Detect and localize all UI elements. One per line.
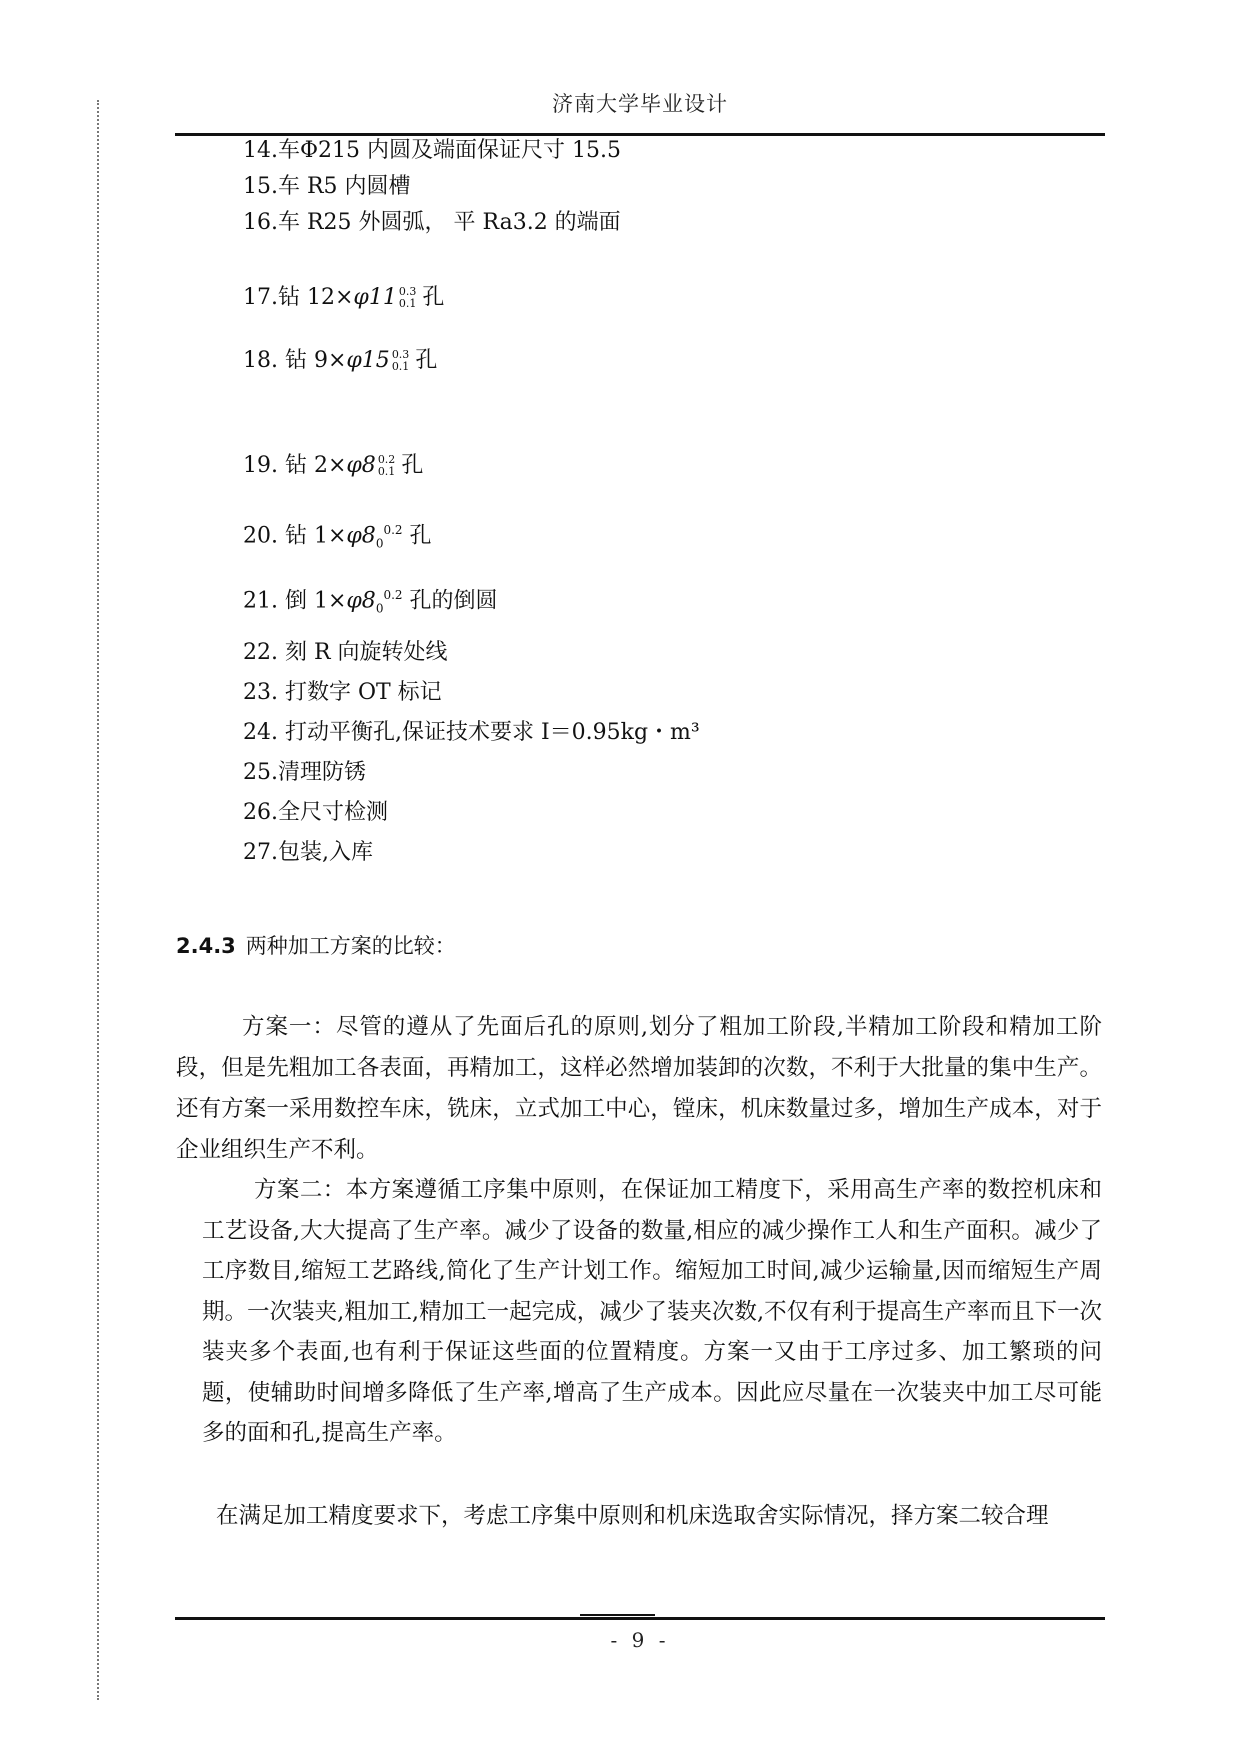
step-text: 22. 刻 R 向旋转处线: [243, 640, 448, 665]
diameter-symbol: φ11: [353, 285, 397, 310]
step-suffix: 孔: [409, 523, 432, 549]
process-step: [243, 638, 448, 668]
step-text: 14.车Φ215 内圆及端面保证尺寸 15.5: [243, 138, 621, 163]
page-number: - 9 -: [610, 1628, 670, 1652]
process-step: [243, 515, 432, 559]
tolerance-stack: [392, 349, 410, 373]
footer-rule: [175, 1617, 1105, 1620]
process-step: [243, 283, 444, 313]
step-text: 23. 打数字 OT 标记: [243, 680, 442, 705]
tolerance-upper: 0.2: [383, 523, 403, 537]
footer-rule-accent: [580, 1614, 655, 1616]
step-text: 25.清理防锈: [243, 760, 366, 785]
diameter-symbol: φ15: [346, 348, 390, 373]
tolerance-lower: 0.1: [377, 465, 396, 478]
diameter-symbol: φ8: [346, 453, 376, 478]
step-suffix: 孔的倒圆: [409, 588, 498, 614]
process-step: [243, 798, 388, 828]
paragraph-plan-two: 方案二：本方案遵循工序集中原则，在保证加工精度下，采用高生产率的数控机床和工艺设备,大大提高了生产率。减少了设备的数量,相应的减少操作工人和生产面积。减少了工序数目,缩短工艺路线,简化了生产计划工作。缩短加工时间,减少运输量,因而缩短生产周期。一次装夹,粗加工,精加工一起完成，减少了装夹次数,不仅有利于提高生产率而且下一次装夹多个表面,也有利于保证这些面的位置精度。方案一又由于工序过多、加工繁琐的问题，使辅助时间增多降低了生产率,增高了生产成本。因此应尽量在一次装夹中加工尽可能多的面和孔,提高生产率。: [202, 1177, 1102, 1446]
section-heading: [176, 930, 456, 960]
process-step: [243, 838, 373, 868]
tolerance-stack: [378, 454, 396, 478]
paragraph-conclusion: 在满足加工精度要求下，考虑工序集中原则和机床选取舍实际情况，择方案二较合理: [216, 1503, 1049, 1529]
tolerance-upper: 0.3: [398, 285, 417, 298]
step-prefix: 20. 钻 1×: [243, 523, 347, 549]
tolerance-upper: 0.2: [383, 588, 403, 602]
process-step: [243, 718, 700, 748]
step-text: 16.车 R25 外圆弧， 平 Ra3.2 的端面: [243, 210, 621, 235]
process-step: [243, 346, 437, 376]
diameter-symbol: φ8: [346, 588, 376, 614]
step-prefix: 19. 钻 2×: [243, 453, 347, 478]
step-prefix: 18. 钻 9×: [243, 348, 347, 373]
process-step: [243, 678, 442, 708]
process-step: [243, 172, 411, 202]
step-suffix: 孔: [422, 285, 445, 310]
step-prefix: 21. 倒 1×: [243, 588, 347, 614]
paragraph-plan-one: 方案一：尽管的遵从了先面后孔的原则,划分了粗加工阶段,半精加工阶段和精加工阶段，但是先粗加工各表面，再精加工，这样必然增加装卸的次数，不利于大批量的集中生产。还有方案一采用数控车床，铣床，立式加工中心，镗床，机床数量过多，增加生产成本，对于企业组织生产不利。: [176, 1014, 1102, 1163]
step-suffix: 孔: [415, 348, 438, 373]
step-text: 27.包装,入库: [243, 840, 373, 865]
tolerance-lower: 0.1: [391, 360, 410, 373]
section-number: 2.4.3: [176, 934, 236, 958]
tolerance-upper: 0.2: [377, 453, 396, 466]
page-header-title: 济南大学毕业设计: [552, 92, 728, 116]
step-suffix: 孔: [401, 453, 424, 478]
step-text: 24. 打动平衡孔,保证技术要求 I＝0.95kg・m³: [243, 720, 700, 745]
tolerance-stack: [399, 286, 417, 310]
diameter-symbol: φ8: [346, 523, 376, 549]
process-step: [243, 451, 423, 481]
step-prefix: 17.钻 12×: [243, 285, 354, 310]
section-title: 两种加工方案的比较：: [245, 934, 456, 958]
process-step: [243, 136, 621, 166]
tolerance-lower: 0.1: [398, 297, 417, 310]
tolerance-lower: 0: [375, 601, 384, 616]
tolerance-upper: 0.3: [391, 348, 410, 361]
process-step: [243, 580, 498, 624]
step-text: 26.全尺寸检测: [243, 800, 388, 825]
tolerance-lower: 0: [375, 536, 384, 551]
process-step: [243, 208, 621, 238]
process-step: [243, 758, 366, 788]
step-text: 15.车 R5 内圆槽: [243, 174, 411, 199]
